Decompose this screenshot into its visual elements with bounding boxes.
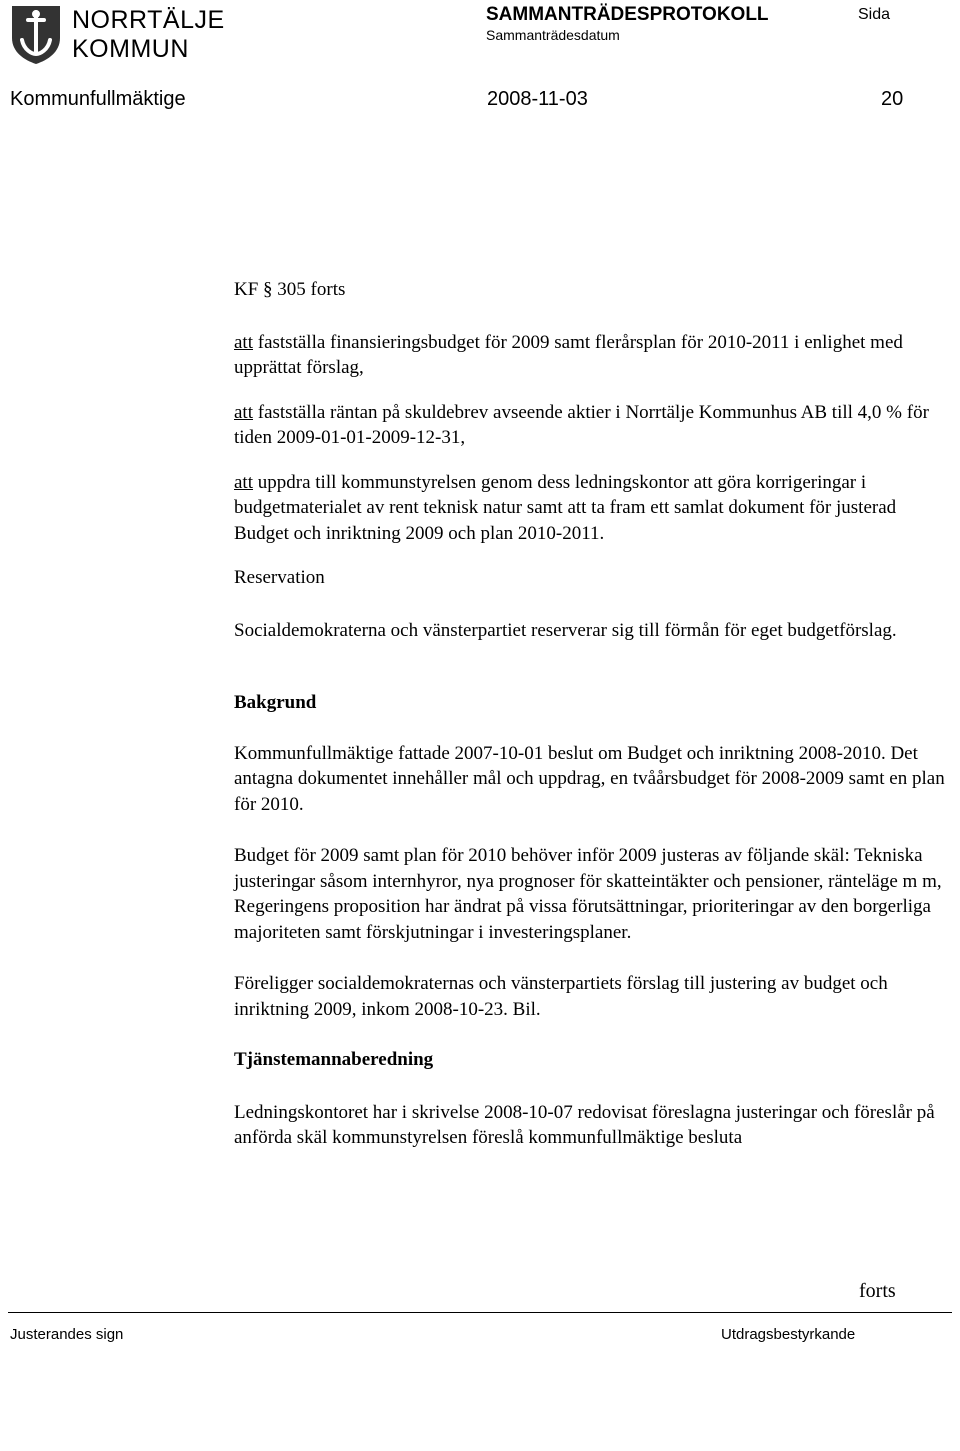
background-heading: Bakgrund [234, 692, 317, 713]
official-preparation-text: Ledningskontoret har i skrivelse 2008-10-07 redovisat föreslagna justeringar och föreslår på anförda skäl kommunstyrelsen föreslå kommunfullmäktige besluta [234, 1101, 935, 1148]
decision-item [234, 400, 954, 451]
municipality-logo [10, 4, 225, 68]
decision-text: fastställa räntan på skuldebrev avseende aktier i Norrtälje Kommunhus AB till 4,0 % för tiden 2009-01-01-2009-12-31, [234, 401, 929, 448]
logo-line-2: KOMMUN [72, 35, 189, 63]
background-paragraph: Föreligger socialdemokraternas och vänsterpartiets förslag till justering av budget och inriktning 2009, inkom 2008-10-23. Bil. [234, 973, 888, 1020]
protocol-title: SAMMANTRÄDESPROTOKOLL [486, 4, 769, 25]
att-keyword: att [234, 401, 253, 423]
att-keyword: att [234, 471, 253, 493]
decision-text: uppdra till kommunstyrelsen genom dess ledningskontor att göra korrigeringar i budgetmaterialet av rent teknisk natur samt att ta fram ett samlat dokument för justerad Budget och inriktning 2009 och plan 2010-2011. [234, 471, 897, 544]
decision-item [234, 470, 954, 547]
assembly-name: Kommunfullmäktige [10, 88, 186, 110]
page-label: Sida [858, 6, 891, 23]
decision-text: fastställa finansieringsbudget för 2009 samt flerårsplan för 2010-2011 i enlighet med upprättat förslag, [234, 331, 903, 378]
logo-line-1: NORRTÄLJE [72, 6, 225, 34]
protocol-body [234, 277, 954, 1151]
anchor-crest-icon [10, 4, 62, 66]
official-preparation-heading: Tjänstemannaberedning [234, 1049, 434, 1070]
background-paragraph: Budget för 2009 samt plan för 2010 behöver inför 2009 justeras av följande skäl: Tekniska justeringar såsom internhyror, nya prognoser för skatteintäkter och pensioner, ränteläge m m, Regeringens proposition har ändrat på vissa förutsättningar, prioriteringar av den borgerliga majoriteten samt förskjutningar i investeringsplaner. [234, 845, 942, 943]
footer-divider [8, 1312, 952, 1313]
continued-marker: forts [859, 1280, 896, 1302]
reservation-heading: Reservation [234, 567, 325, 588]
logo-wordmark [72, 6, 225, 64]
page-number: 20 [881, 88, 904, 110]
meeting-date: 2008-11-03 [487, 88, 588, 110]
section-reference: KF § 305 forts [234, 279, 346, 300]
meeting-date-label: Sammanträdesdatum [486, 27, 620, 43]
background-paragraph: Kommunfullmäktige fattade 2007-10-01 beslut om Budget och inriktning 2008-2010. Det antagna dokumentet innehåller mål och uppdrag, en tvåårsbudget för 2008-2009 samt en plan för 2010. [234, 742, 945, 815]
decision-item [234, 330, 954, 381]
reservation-text: Socialdemokraterna och vänsterpartiet reserverar sig till förmån för eget budgetförslag. [234, 619, 897, 641]
att-keyword: att [234, 331, 253, 353]
signature-label: Justerandes sign [10, 1326, 124, 1343]
extract-certification-label: Utdragsbestyrkande [721, 1326, 856, 1343]
